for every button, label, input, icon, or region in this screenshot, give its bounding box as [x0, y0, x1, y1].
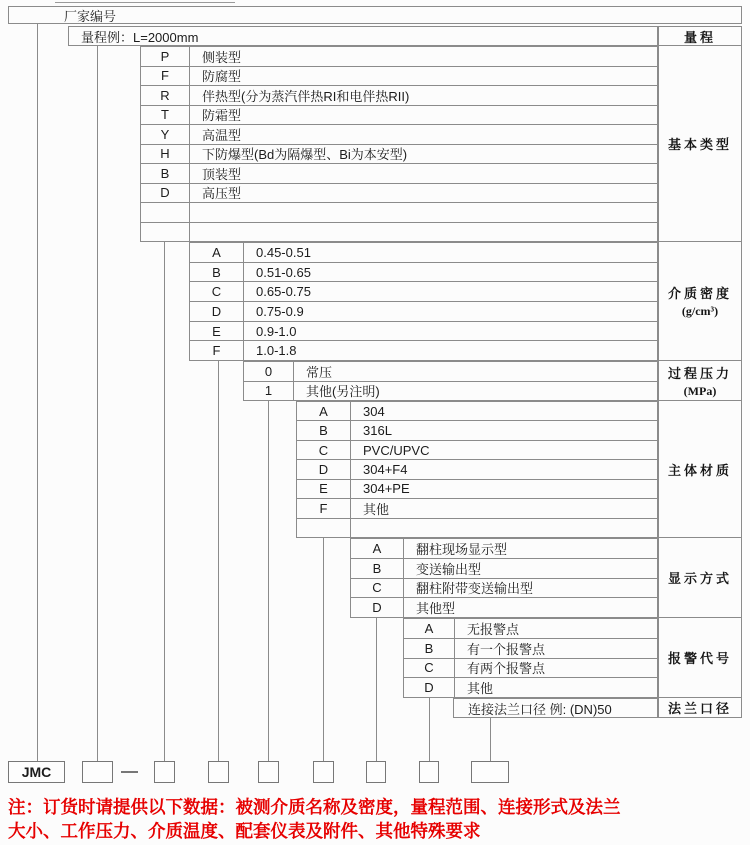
option-row [404, 658, 657, 678]
option-label: 0.51-0.65 [256, 264, 311, 280]
option-row [351, 539, 657, 558]
option-code: B [297, 421, 351, 439]
flange-size-row [453, 698, 658, 718]
crop-artifact-line [55, 2, 235, 3]
option-row [141, 163, 657, 183]
code-box-range [82, 761, 113, 783]
option-label [190, 223, 657, 242]
option-label [190, 203, 657, 222]
ordering-note [8, 795, 748, 843]
connector-line-pressure [268, 401, 269, 761]
option-code: P [141, 47, 190, 66]
side-label-material [658, 401, 742, 538]
alarm-code-block [403, 618, 658, 698]
option-row [141, 105, 657, 125]
code-box-basic-type [154, 761, 175, 783]
option-row [297, 518, 657, 537]
factory-number-row [8, 6, 742, 24]
option-label [351, 519, 657, 537]
option-code: F [190, 341, 244, 360]
option-code: T [141, 106, 190, 125]
option-code: E [297, 480, 351, 498]
option-code: D [297, 460, 351, 478]
connector-line-factory [37, 23, 38, 761]
side-label-text: 法兰口径 [667, 701, 732, 716]
option-code: D [351, 598, 404, 617]
option-code [141, 223, 190, 242]
density-block [189, 242, 658, 361]
option-code: D [190, 302, 244, 321]
code-box-display [366, 761, 386, 783]
option-code: B [190, 263, 244, 282]
option-label: 翻柱现场显示型 [416, 541, 508, 557]
option-row [141, 85, 657, 105]
connector-line-range [97, 46, 98, 761]
side-label-text: 主体材质 [667, 462, 732, 478]
option-label: 高压型 [202, 186, 242, 202]
option-label: 下防爆型(Bd为隔爆型、Bi为本安型) [202, 147, 408, 163]
option-code: 1 [244, 382, 294, 401]
connector-line-alarm [429, 698, 430, 761]
option-label: 其他 [467, 681, 494, 697]
side-label-range [658, 26, 742, 46]
option-row [141, 47, 657, 66]
model-prefix-box [8, 761, 65, 783]
option-label: 0.65-0.75 [256, 284, 311, 300]
option-code [141, 203, 190, 222]
basic-type-block [140, 46, 658, 242]
option-row [141, 66, 657, 86]
connector-line-flange [490, 718, 491, 761]
option-code: B [141, 164, 190, 183]
option-code: A [351, 539, 404, 558]
side-label-pressure [658, 361, 742, 401]
code-box-density [208, 761, 229, 783]
code-box-material [313, 761, 334, 783]
option-label: 其他 [363, 501, 390, 517]
side-label-alarm-code [658, 618, 742, 698]
flange-size-label: 连接法兰口径 例: (DN)50 [468, 701, 612, 717]
option-label: 其他(另注明) [306, 384, 380, 400]
option-label: 伴热型(分为蒸汽伴热RI和电伴热RII) [202, 88, 410, 104]
option-row [297, 498, 657, 517]
option-label: 316L [363, 423, 392, 439]
option-label: 无报警点 [467, 621, 520, 637]
option-code: H [141, 145, 190, 164]
option-row [190, 243, 657, 262]
option-row [244, 381, 657, 401]
side-label-unit: (g/cm³) [681, 304, 719, 318]
option-row [351, 558, 657, 578]
ordering-note-line2: 大小、工作压力、介质温度、配套仪表及附件、其他特殊要求 [8, 821, 481, 842]
option-row [141, 144, 657, 164]
option-label: 变送输出型 [416, 561, 482, 577]
model-prefix-text: JMC [21, 764, 52, 780]
option-label: 侧装型 [202, 49, 242, 65]
option-code: A [190, 243, 244, 262]
option-label: 防腐型 [202, 69, 242, 85]
option-label: 防霜型 [202, 108, 242, 124]
option-code: B [351, 559, 404, 578]
option-row [297, 402, 657, 420]
option-code: D [404, 678, 455, 697]
option-code: R [141, 86, 190, 105]
range-example-label: 量程例：L=2000mm [81, 29, 199, 45]
connector-line-basic [164, 242, 165, 761]
option-code: C [297, 441, 351, 459]
connector-line-density [218, 361, 219, 761]
connector-line-material [323, 538, 324, 761]
code-box-pressure [258, 761, 279, 783]
option-row [141, 202, 657, 222]
option-row [404, 619, 657, 638]
option-code: A [404, 619, 455, 638]
side-label-text: 量程 [683, 29, 716, 45]
option-code [297, 519, 351, 537]
side-label-basic-type [658, 46, 742, 242]
pressure-block [243, 361, 658, 401]
material-block [296, 401, 658, 538]
option-label: 0.45-0.51 [256, 244, 311, 260]
option-code: C [404, 659, 455, 678]
side-label-text: 显示方式 [667, 571, 732, 586]
connector-line-display [376, 618, 377, 761]
option-label: 高温型 [202, 127, 242, 143]
option-row [190, 340, 657, 360]
option-label: 有两个报警点 [467, 661, 546, 677]
side-label-flange-size [658, 698, 742, 718]
option-row [297, 420, 657, 439]
code-box-flange [471, 761, 509, 783]
side-label-text: 基本类型 [667, 137, 732, 152]
option-code: F [297, 499, 351, 517]
code-box-alarm [419, 761, 439, 783]
option-code: C [351, 579, 404, 598]
option-code: A [297, 402, 351, 420]
side-label-text: 报警代号 [667, 651, 732, 666]
option-label: 0.9-1.0 [256, 323, 297, 339]
option-code: Y [141, 125, 190, 144]
option-row [190, 321, 657, 341]
factory-number-label: 厂家编号 [64, 8, 117, 24]
side-label-text: 介质密度 [667, 286, 732, 301]
option-row [297, 479, 657, 498]
option-label: 翻柱附带变送输出型 [416, 581, 534, 597]
option-row [141, 183, 657, 203]
range-example-row [68, 26, 658, 46]
option-row [141, 124, 657, 144]
display-mode-block [350, 538, 658, 618]
side-label-text: 过程压力 [667, 365, 732, 381]
option-code: F [141, 67, 190, 86]
option-code: D [141, 184, 190, 203]
option-label: 0.75-0.9 [256, 303, 304, 319]
option-label: 1.0-1.8 [256, 343, 297, 359]
option-code: 0 [244, 362, 294, 381]
option-row [297, 440, 657, 459]
option-label: 304 [363, 403, 385, 419]
option-row [404, 638, 657, 658]
option-row [190, 301, 657, 321]
option-label: 304+F4 [363, 461, 408, 477]
option-code: E [190, 322, 244, 341]
option-row [244, 362, 657, 381]
option-row [190, 281, 657, 301]
option-code: C [190, 282, 244, 301]
option-row [351, 597, 657, 617]
option-label: 有一个报警点 [467, 641, 546, 657]
option-label: PVC/UPVC [363, 442, 430, 458]
option-row [351, 578, 657, 598]
option-label: 常压 [306, 364, 333, 380]
dash-separator [121, 771, 138, 773]
ordering-note-line1: 注：订货时请提供以下数据：被测介质名称及密度，量程范围、连接形式及法兰 [8, 797, 621, 817]
option-label: 其他型 [416, 601, 456, 617]
option-label: 顶装型 [202, 166, 242, 182]
side-label-unit: (MPa) [683, 383, 717, 398]
option-label: 304+PE [363, 481, 410, 497]
option-code: B [404, 639, 455, 658]
option-row [404, 677, 657, 697]
option-row [141, 222, 657, 242]
side-label-density [658, 242, 742, 361]
side-label-display-mode [658, 538, 742, 618]
option-row [190, 262, 657, 282]
option-row [297, 459, 657, 478]
